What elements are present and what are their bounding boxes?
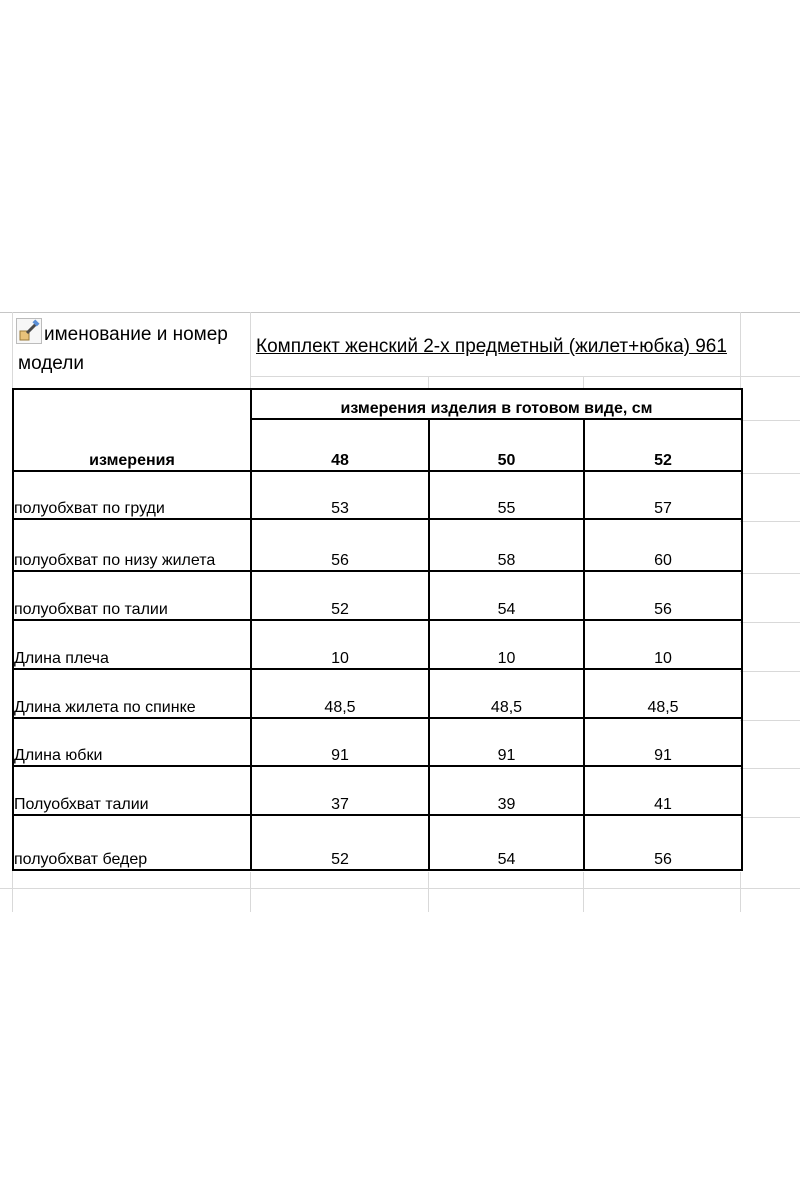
corner-cell: измерения xyxy=(13,389,251,471)
measure-value: 52 xyxy=(251,571,429,620)
table-header-row xyxy=(13,389,742,419)
measure-name: полуобхват бедер xyxy=(13,815,251,870)
measure-value: 56 xyxy=(251,519,429,571)
gridline xyxy=(740,622,800,623)
measure-value: 52 xyxy=(251,815,429,870)
measure-value: 56 xyxy=(584,815,742,870)
group-header: измерения изделия в готовом виде, см xyxy=(251,389,742,419)
gridline xyxy=(740,573,800,574)
table-row xyxy=(13,571,742,620)
measure-value: 10 xyxy=(251,620,429,669)
table-row xyxy=(13,718,742,766)
gridline xyxy=(428,376,429,388)
gridline xyxy=(0,888,800,889)
table-row xyxy=(13,766,742,815)
measure-value: 60 xyxy=(584,519,742,571)
measure-value: 53 xyxy=(251,471,429,519)
table-row xyxy=(13,519,742,571)
measure-value: 58 xyxy=(429,519,584,571)
paste-brush-icon[interactable] xyxy=(16,318,42,344)
model-label xyxy=(18,320,253,378)
gridline xyxy=(740,312,741,388)
measure-value: 54 xyxy=(429,571,584,620)
measure-value: 48,5 xyxy=(429,669,584,718)
measure-value: 56 xyxy=(584,571,742,620)
measure-name: Полуобхват талии xyxy=(13,766,251,815)
measure-value: 57 xyxy=(584,471,742,519)
model-label-text: именование и номер модели xyxy=(18,324,228,374)
measure-value: 91 xyxy=(584,718,742,766)
measure-value: 48,5 xyxy=(584,669,742,718)
gridline xyxy=(740,817,800,818)
gridline xyxy=(740,720,800,721)
gridline xyxy=(740,872,741,912)
measure-value: 39 xyxy=(429,766,584,815)
gridline xyxy=(583,872,584,912)
gridline xyxy=(250,872,251,912)
measure-value: 91 xyxy=(429,718,584,766)
measure-name: полуобхват по груди xyxy=(13,471,251,519)
measure-value: 54 xyxy=(429,815,584,870)
gridline xyxy=(250,376,800,377)
measure-value: 91 xyxy=(251,718,429,766)
model-name: Комплект женский 2-х предметный (жилет+юбка) 961 xyxy=(256,336,727,357)
table-row xyxy=(13,815,742,870)
measure-value: 10 xyxy=(429,620,584,669)
measure-value: 10 xyxy=(584,620,742,669)
table-row xyxy=(13,669,742,718)
measure-name: полуобхват по талии xyxy=(13,571,251,620)
measure-value: 55 xyxy=(429,471,584,519)
measure-value: 41 xyxy=(584,766,742,815)
size-header: 48 xyxy=(251,419,429,471)
measure-name: Длина плеча xyxy=(13,620,251,669)
measure-name: Длина жилета по спинке xyxy=(13,669,251,718)
gridline xyxy=(428,872,429,912)
gridline xyxy=(0,312,800,313)
size-header: 50 xyxy=(429,419,584,471)
gridline xyxy=(583,376,584,388)
measure-name: Длина юбки xyxy=(13,718,251,766)
gridline xyxy=(740,420,800,421)
gridline xyxy=(740,521,800,522)
table-row xyxy=(13,620,742,669)
measure-name: полуобхват по низу жилета xyxy=(13,519,251,571)
gridline xyxy=(740,473,800,474)
table-row xyxy=(13,471,742,519)
gridline xyxy=(740,768,800,769)
gridline xyxy=(740,671,800,672)
measure-value: 37 xyxy=(251,766,429,815)
measure-value: 48,5 xyxy=(251,669,429,718)
size-table xyxy=(12,388,743,871)
size-header: 52 xyxy=(584,419,742,471)
